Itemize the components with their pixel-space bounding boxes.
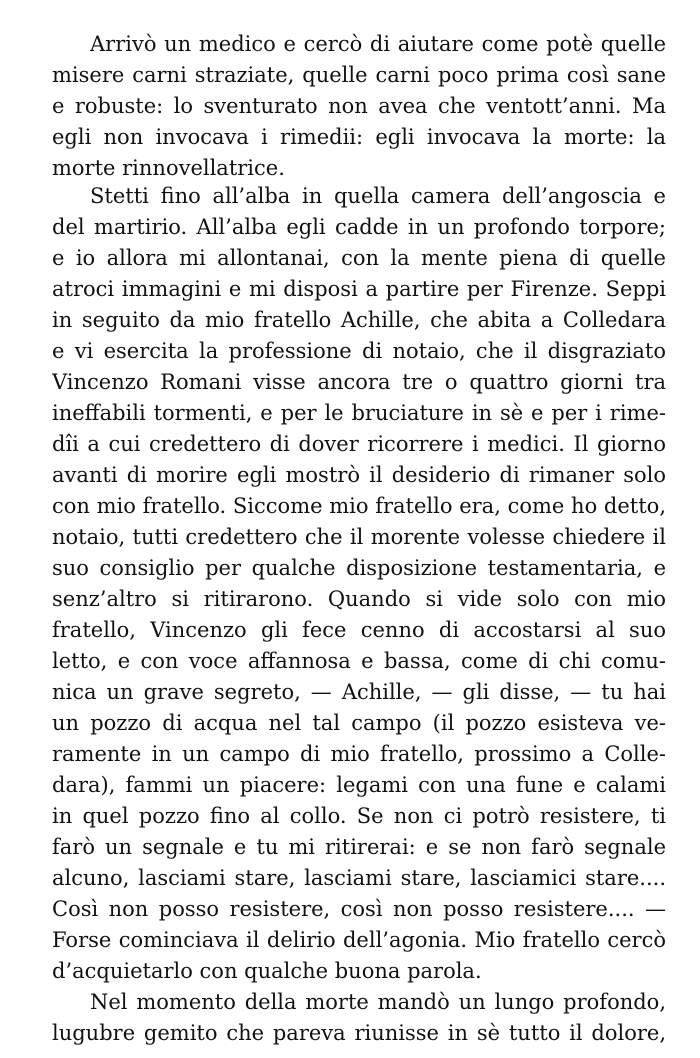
text-line: Forse cominciava il delirio dell’agonia. Mio fratello cercò bbox=[52, 928, 666, 952]
text-line: Nel momento della morte mandò un lungo profondo, bbox=[90, 990, 666, 1014]
text-line: Stetti fino all’alba in quella camera dell’angoscia e bbox=[90, 184, 666, 208]
text-line: egli non invocava i rimedii: egli invocava la morte: la bbox=[52, 125, 666, 149]
text-line: senz’altro si ritirarono. Quando si vide solo con mio bbox=[52, 587, 666, 611]
text-line: e robuste: lo sventurato non avea che ventott’anni. Ma bbox=[52, 94, 666, 118]
text-line: in seguito da mio fratello Achille, che abita a Colledara bbox=[52, 308, 666, 332]
text-line: fratello, Vincenzo gli fece cenno di accostarsi al suo bbox=[52, 618, 666, 642]
text-line: e vi esercita la professione di notaio, che il disgraziato bbox=[52, 339, 666, 363]
text-line: Arrivò un medico e cercò di aiutare come potè quelle bbox=[90, 32, 666, 56]
text-line: dara), fammi un piacere: legami con una fune e calami bbox=[52, 773, 666, 797]
text-line: con mio fratello. Siccome mio fratello era, come ho detto, bbox=[52, 494, 666, 518]
text-line: farò un segnale e tu mi ritirerai: e se non farò segnale bbox=[52, 835, 666, 859]
text-line: dîi a cui credettero di dover ricorrere i medici. Il giorno bbox=[52, 432, 666, 456]
text-line: nica un grave segreto, — Achille, — gli disse, — tu hai bbox=[52, 680, 666, 704]
text-line: ramente in un campo di mio fratello, prossimo a Colle- bbox=[52, 742, 666, 766]
text-line: notaio, tutti credettero che il morente volesse chiedere il bbox=[52, 525, 666, 549]
text-line: un pozzo di acqua nel tal campo (il pozzo esisteva ve- bbox=[52, 711, 666, 735]
text-line: alcuno, lasciami stare, lasciami stare, lasciamici stare.... bbox=[52, 866, 666, 890]
text-line: in quel pozzo fino al collo. Se non ci potrò resistere, ti bbox=[52, 804, 666, 828]
text-line: avanti di morire egli mostrò il desiderio di rimaner solo bbox=[52, 463, 666, 487]
text-line: letto, e con voce affannosa e bassa, come di chi comu- bbox=[52, 649, 666, 673]
text-line: Così non posso resistere, così non posso resistere.... — bbox=[52, 897, 666, 921]
text-line: lugubre gemito che pareva riunisse in sè tutto il dolore, bbox=[52, 1021, 666, 1045]
text-line: del martirio. All’alba egli cadde in un profondo torpore; bbox=[52, 215, 666, 239]
text-line: ineffabili tormenti, e per le bruciature in sè e per i rime- bbox=[52, 401, 666, 425]
text-line: morte rinnovellatrice. bbox=[52, 156, 285, 180]
text-line: suo consiglio per qualche disposizione testamentaria, e bbox=[52, 556, 666, 580]
text-line: e io allora mi allontanai, con la mente piena di quelle bbox=[52, 246, 666, 270]
text-line: Vincenzo Romani visse ancora tre o quattro giorni tra bbox=[52, 370, 666, 394]
text-line: atroci immagini e mi disposi a partire per Firenze. Seppi bbox=[52, 277, 666, 301]
text-line: d’acquietarlo con qualche buona parola. bbox=[52, 959, 482, 983]
text-line: misere carni straziate, quelle carni poco prima così sane bbox=[52, 63, 666, 87]
